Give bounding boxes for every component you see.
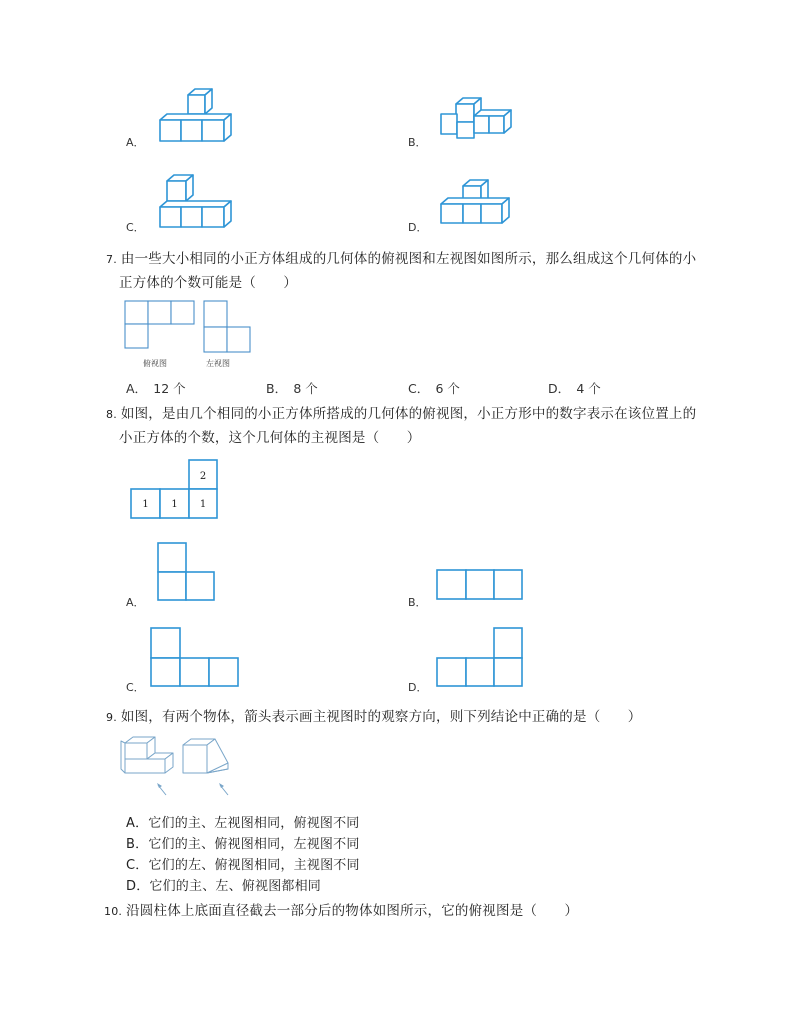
q7-left-view-caption: 左视图 [206,359,230,368]
q7-option-b[interactable]: B． 8 个 [266,381,318,396]
q6-option-c-label: C． [126,221,145,234]
q6-option-d-label: D． [408,221,428,234]
q9-number: 9. [106,711,117,724]
q7-option-c[interactable]: C． 6 个 [408,381,460,396]
q8-grid-number-1: 1 [142,499,149,510]
q9-choice-b[interactable]: B．它们的主、俯视图相同，左视图不同 [126,837,360,852]
q6-option-b-label: B． [408,136,427,149]
q9-objects-figure [120,733,240,799]
q8-option-d-label: D． [408,681,428,694]
q7-stem-line2: 正方体的个数可能是（ ） [119,275,298,291]
q8-number: 8. [106,408,117,421]
q8-top-view-grid [130,459,220,521]
q8-option-a-label: A． [126,596,145,609]
q8-text-1: 如图，是由几个相同的小正方体所搭成的几何体的俯视图，小正方形中的数字表示在该位置上的 [120,406,697,422]
q10-stem [104,899,578,919]
q10-text: 沿圆柱体上底面直径截去一部分后的物体如图所示，它的俯视图是（ ） [126,903,579,919]
q8-figure-d [436,627,528,689]
q8-figure-b [436,569,526,603]
q7-number: 7. [106,253,117,266]
q8-grid-number-3: 1 [199,499,207,510]
q10-number: 10. [104,905,123,918]
q9-choice-d[interactable]: D．它们的主、左、俯视图都相同 [126,879,322,894]
q7-option-d[interactable]: D． 4 个 [548,381,601,396]
q9-stem [106,705,642,725]
q7-option-a[interactable]: A． 12 个 [126,381,186,396]
q7-top-view-caption: 俯视图 [143,359,167,368]
q8-option-c-label: C． [126,681,145,694]
q7-left-view [203,300,253,354]
q8-stem-line2: 小正方体的个数，这个几何体的主视图是（ ） [119,430,421,446]
q6-figure-d [436,176,516,231]
q7-top-view [124,300,196,350]
q6-figure-a [150,84,240,144]
q8-grid-number-top: 2 [199,471,207,482]
q8-stem-line1 [106,402,696,422]
q6-figure-b [436,92,516,147]
q8-option-b-label: B． [408,596,427,609]
q9-text: 如图，有两个物体，箭头表示画主视图时的观察方向，则下列结论中正确的是（ ） [120,709,642,725]
q8-figure-c [150,627,242,689]
q7-text-1: 由一些大小相同的小正方体组成的几何体的俯视图和左视图如图所示，那么组成这个几何体的小 [120,251,697,267]
q7-stem-line1 [106,247,696,267]
q6-figure-c [150,170,240,230]
q8-figure-a [157,542,219,604]
q9-choice-a[interactable]: A．它们的主、左视图相同，俯视图不同 [126,816,360,831]
q8-grid-number-2: 1 [171,499,178,510]
q6-option-a-label: A． [126,136,145,149]
q9-choice-c[interactable]: C．它们的左、俯视图相同，主视图不同 [126,858,360,873]
